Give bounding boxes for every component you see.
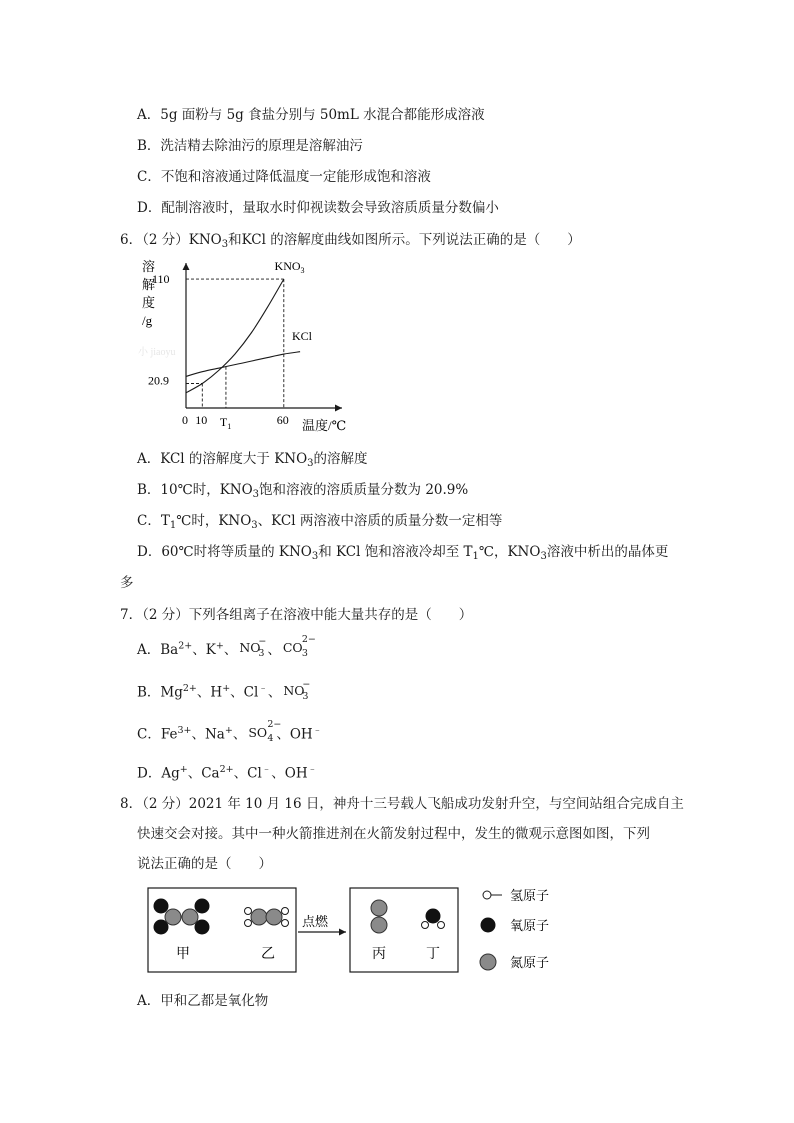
q5-option-b: B．洗洁精去除油污的原理是溶解油污 xyxy=(137,138,363,154)
oxygen-atom xyxy=(426,909,441,924)
reaction-diagram xyxy=(140,880,580,980)
q7-option-c: C．$Fe^{3+}$、Na+、 SO 2− 4 、OH﹣ xyxy=(137,718,323,744)
molecule-jia xyxy=(154,899,210,935)
hydrogen-atom xyxy=(438,922,445,929)
x-tick-10: 10 xyxy=(195,413,208,427)
q5-option-c: C．不饱和溶液通过降低温度一定能形成饱和溶液 xyxy=(137,169,431,185)
y-tick-110: 110 xyxy=(152,272,170,287)
q6-option-d-continued: 多 xyxy=(120,575,134,591)
nitrogen-atom xyxy=(266,909,282,925)
q6-option-b: B．10℃时，$KNO_3$饱和溶液的溶质质量分数为 20.9% xyxy=(137,482,469,500)
nitrogen-atom xyxy=(371,900,387,916)
products-box xyxy=(350,888,458,972)
q6-number: 6． xyxy=(120,232,143,248)
y-tick-20-9: 20.9 xyxy=(148,373,169,388)
label-yi: 乙 xyxy=(261,947,275,962)
hydrogen-atom xyxy=(422,922,429,929)
kcl-series-label: KCl xyxy=(291,329,312,344)
q7-number: 7． xyxy=(120,607,143,623)
x-axis-label: 温度/℃ xyxy=(302,418,347,433)
q5-option-a: A．5g 面粉与 5g 食盐分别与 50mL 水混合都能形成溶液 xyxy=(137,107,485,123)
label-bing: 丙 xyxy=(372,947,386,962)
q8-score: （2 分） xyxy=(142,796,189,812)
y-axis-label-char: 解 xyxy=(142,277,156,292)
molecule-yi xyxy=(245,908,289,927)
molecule-ding xyxy=(422,909,445,929)
oxygen-atom xyxy=(154,899,169,914)
kno3-curve xyxy=(186,279,284,393)
x-tick-t1: $T_1$ xyxy=(219,415,232,431)
y-axis-label-char: 度 xyxy=(142,295,156,310)
legend-oxygen-label: 氧原子 xyxy=(510,918,550,933)
nitrogen-atom xyxy=(371,917,387,933)
x-tick-origin: 0 xyxy=(182,413,188,427)
x-tick-60: 60 xyxy=(276,413,289,427)
legend-nitrogen-icon xyxy=(480,954,496,970)
q8-option-a: A．甲和乙都是氧化物 xyxy=(137,993,269,1009)
legend-hydrogen-icon xyxy=(483,891,491,899)
y-axis-label-char: /g xyxy=(142,313,153,328)
nitrogen-atom xyxy=(251,909,267,925)
q7-score: （2 分） xyxy=(142,607,189,623)
oxygen-atom xyxy=(195,899,210,914)
kno3-series-label: $KNO_3$ xyxy=(274,259,305,276)
legend xyxy=(480,888,549,970)
q6-option-c: C．$T_1℃$时，$KNO_3$、KCl 两溶液中溶质的质量分数一定相等 xyxy=(137,513,503,531)
label-jia: 甲 xyxy=(176,947,190,962)
hydrogen-atom xyxy=(245,908,252,915)
q8-number: 8． xyxy=(120,796,143,812)
nitrogen-atom xyxy=(165,909,181,925)
q8-stem-line-3: 说法正确的是（ ） xyxy=(137,856,272,872)
chart-watermark: 小 jiaoyu xyxy=(138,347,176,358)
q6-stem: 6．（2 分）$KNO_3$和KCl 的溶解度曲线如图所示。下列说法正确的是（ ） xyxy=(120,232,581,250)
y-axis-label xyxy=(142,259,155,328)
solubility-chart xyxy=(130,255,370,435)
legend-oxygen-icon xyxy=(481,918,496,933)
q7-stem: 7．（2 分）下列各组离子在溶液中能大量共存的是（ ） xyxy=(120,607,473,623)
label-ding: 丁 xyxy=(426,947,440,962)
condition-ignite: 点燃 xyxy=(302,914,329,929)
legend-hydrogen-label: 氢原子 xyxy=(510,888,550,903)
hydrogen-atom xyxy=(282,908,289,915)
q6-option-d: D．60℃时将等质量的 $KNO_3$和 KCl 饱和溶液冷却至 $T_1℃$，$KNO_3$溶液中析出的晶体更 xyxy=(137,544,669,562)
hydrogen-atom xyxy=(245,920,252,927)
q7-option-a: A．$Ba^{2+}$、K+、 NO − 3 、 CO 2− 3 xyxy=(137,634,316,659)
q7-option-d: D．Ag+、$Ca^{2+}$、Cl﹣、OH﹣ xyxy=(137,764,318,782)
q6-score: （2 分） xyxy=(142,232,189,248)
q8-stem-line-2: 快速交会对接。其中一种火箭推进剂在火箭发射过程中，发生的微观示意图如图，下列 xyxy=(137,826,650,842)
legend-nitrogen-label: 氮原子 xyxy=(510,955,550,970)
q8-stem-line-1: 8．（2 分）2021 年 10 月 16 日，神舟十三号载人飞船成功发射升空，与空间站组合完成自主 xyxy=(120,796,684,812)
molecule-bing xyxy=(371,900,387,933)
kcl-curve xyxy=(186,352,300,377)
q5-option-d: D．配制溶液时，量取水时仰视读数会导致溶质质量分数偏小 xyxy=(137,200,499,216)
hydrogen-atom xyxy=(282,920,289,927)
nitrogen-atom xyxy=(182,909,198,925)
y-axis-label-char: 溶 xyxy=(142,259,156,274)
q7-option-b: B．$Mg^{2+}$、H+、Cl﹣、 NO − 3 xyxy=(137,678,311,702)
q6-option-a: A．KCl 的溶解度大于 $KNO_3$的溶解度 xyxy=(137,451,368,469)
